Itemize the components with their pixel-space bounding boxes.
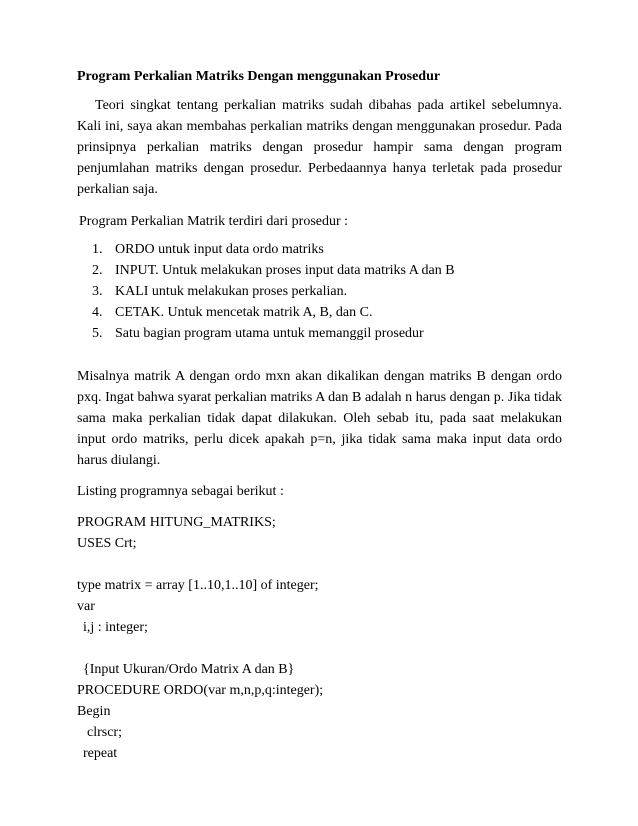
document-title: Program Perkalian Matriks Dengan menggunakan Prosedur <box>77 69 441 84</box>
code-line: clrscr; <box>87 725 122 740</box>
list-number: 2. <box>92 263 103 278</box>
list-text: KALI untuk melakukan proses perkalian. <box>115 284 348 299</box>
document-page <box>77 66 562 764</box>
code-line: i,j : integer; <box>83 620 148 635</box>
code-line: PROGRAM HITUNG_MATRIKS; <box>77 515 276 530</box>
list-item <box>77 239 562 260</box>
list-item <box>77 302 562 323</box>
code-line: {Input Ukuran/Ordo Matrix A dan B} <box>83 662 295 677</box>
list-item <box>77 281 562 302</box>
list-text: Satu bagian program utama untuk memanggil prosedur <box>115 326 424 341</box>
code-line: var <box>77 599 95 614</box>
list-item <box>77 260 562 281</box>
code-line: repeat <box>83 746 118 761</box>
code-line: Begin <box>77 704 111 719</box>
list-text: INPUT. Untuk melakukan proses input data matriks A dan B <box>115 263 455 278</box>
code-line: PROCEDURE ORDO(var m,n,p,q:integer); <box>77 683 324 698</box>
intro-paragraph: Teori singkat tentang perkalian matriks sudah dibahas pada artikel sebelumnya. Kali ini, saya akan membahas perkalian matriks dengan menggunakan prosedur. Pada prinsipnya perkalian matriks dengan prosedur hampir sama dengan program penjumlahan matriks dengan prosedur. Perbedaannya hanya terletak pada prosedur perkalian saja. <box>77 98 562 197</box>
procedures-intro: Program Perkalian Matrik terdiri dari prosedur : <box>79 214 349 229</box>
list-item <box>77 323 562 344</box>
list-number: 3. <box>92 284 103 299</box>
code-line: USES Crt; <box>77 536 137 551</box>
list-number: 4. <box>92 305 103 320</box>
code-listing <box>77 512 562 764</box>
listing-intro: Listing programnya sebagai berikut : <box>77 484 284 499</box>
condition-paragraph: Misalnya matrik A dengan ordo mxn akan dikalikan dengan matriks B dengan ordo pxq. Ingat bahwa syarat perkalian matriks A dan B adalah n harus dengan p. Jika tidak sama maka perkalian tidak dapat dilakukan. Oleh sebab itu, pada saat melakukan input ordo matriks, perlu dicek apakah p=n, jika tidak sama maka input data ordo harus diulangi. <box>77 369 562 468</box>
list-text: ORDO untuk input data ordo matriks <box>115 242 324 257</box>
list-number: 1. <box>92 242 103 257</box>
procedure-list <box>77 239 562 344</box>
list-number: 5. <box>92 326 103 341</box>
list-text: CETAK. Untuk mencetak matrik A, B, dan C. <box>115 305 373 320</box>
code-line: type matrix = array [1..10,1..10] of integer; <box>77 578 319 593</box>
